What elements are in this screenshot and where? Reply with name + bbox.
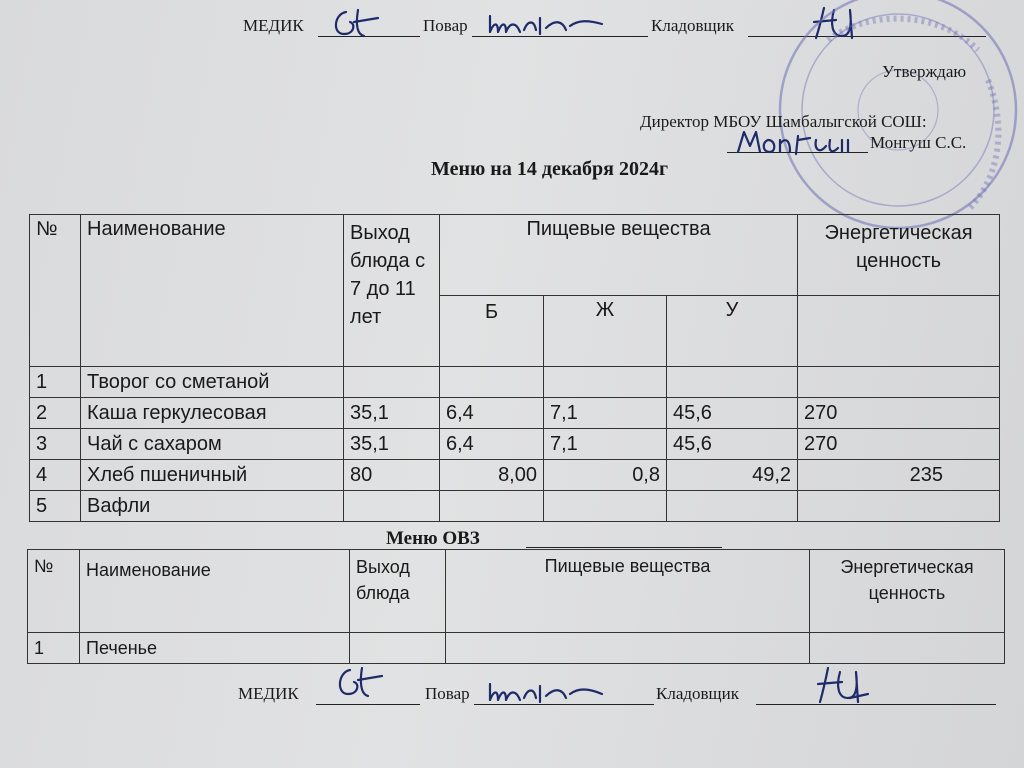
table-row bbox=[30, 460, 1000, 491]
row-zh: 7,1 bbox=[544, 429, 667, 460]
menu-title: Меню на 14 декабря 2024г bbox=[431, 158, 669, 180]
ovz-title: Меню ОВЗ bbox=[386, 528, 480, 549]
col-header-zh: Ж bbox=[544, 296, 667, 367]
row-u bbox=[667, 491, 798, 522]
ovz-table-header-row bbox=[28, 550, 1005, 633]
storekeeper-label-bottom: Кладовщик bbox=[656, 684, 739, 703]
row-nutrients bbox=[446, 633, 810, 664]
row-zh: 7,1 bbox=[544, 398, 667, 429]
cook-signature-bottom bbox=[484, 676, 614, 708]
ovz-col-header-yield: Выход блюда bbox=[350, 550, 446, 633]
row-b: 8,00 bbox=[440, 460, 544, 491]
row-energy bbox=[810, 633, 1005, 664]
row-b bbox=[440, 491, 544, 522]
medic-signature-top bbox=[326, 4, 386, 42]
row-yield: 80 bbox=[344, 460, 440, 491]
storekeeper-label-top: Кладовщик bbox=[651, 16, 734, 35]
row-num: 3 bbox=[30, 429, 81, 460]
medic-signature-bottom bbox=[330, 660, 390, 706]
row-num: 1 bbox=[28, 633, 80, 664]
col-header-b: Б bbox=[440, 296, 544, 367]
row-u: 49,2 bbox=[667, 460, 798, 491]
row-b: 6,4 bbox=[440, 398, 544, 429]
director-signature bbox=[734, 124, 864, 158]
row-u bbox=[667, 367, 798, 398]
row-num: 4 bbox=[30, 460, 81, 491]
cook-label-top: Повар bbox=[423, 16, 468, 35]
ovz-col-header-name: Наименование bbox=[80, 550, 350, 633]
ovz-col-header-nutrients: Пищевые вещества bbox=[446, 550, 810, 633]
row-yield bbox=[350, 633, 446, 664]
row-b: 6,4 bbox=[440, 429, 544, 460]
menu-table bbox=[29, 214, 1000, 522]
col-header-energy: Энергетическая ценность bbox=[798, 215, 1000, 296]
table-row bbox=[30, 398, 1000, 429]
row-zh bbox=[544, 491, 667, 522]
ovz-col-header-energy: Энергетическая ценность bbox=[810, 550, 1005, 633]
row-b bbox=[440, 367, 544, 398]
table-row bbox=[30, 367, 1000, 398]
ovz-col-header-num: № bbox=[28, 550, 80, 633]
director-name: Монгуш С.С. bbox=[870, 133, 967, 152]
medic-label-bottom: МЕДИК bbox=[238, 684, 299, 703]
col-header-name: Наименование bbox=[81, 215, 344, 367]
row-yield: 35,1 bbox=[344, 429, 440, 460]
row-num: 5 bbox=[30, 491, 81, 522]
row-energy bbox=[798, 367, 1000, 398]
col-header-energy-sub bbox=[798, 296, 1000, 367]
col-header-u: У bbox=[667, 296, 798, 367]
row-energy: 270 bbox=[798, 398, 1000, 429]
row-yield bbox=[344, 491, 440, 522]
row-name: Каша геркулесовая bbox=[81, 398, 344, 429]
row-name: Творог со сметаной bbox=[81, 367, 344, 398]
row-name: Хлеб пшеничный bbox=[81, 460, 344, 491]
row-num: 1 bbox=[30, 367, 81, 398]
table-row bbox=[28, 633, 1005, 664]
row-u: 45,6 bbox=[667, 398, 798, 429]
row-yield bbox=[344, 367, 440, 398]
director-label: Директор МБОУ Шамбалыгской СОШ: bbox=[640, 112, 927, 131]
row-u: 45,6 bbox=[667, 429, 798, 460]
row-name: Вафли bbox=[81, 491, 344, 522]
cook-signature-top bbox=[484, 8, 614, 40]
storekeeper-signature-bottom bbox=[810, 662, 876, 706]
row-zh: 0,8 bbox=[544, 460, 667, 491]
col-header-nutrients: Пищевые вещества bbox=[440, 215, 798, 296]
menu-table-header-row bbox=[30, 215, 1000, 296]
row-energy: 270 bbox=[798, 429, 1000, 460]
row-num: 2 bbox=[30, 398, 81, 429]
medic-label-top: МЕДИК bbox=[243, 16, 304, 35]
col-header-num: № bbox=[30, 215, 81, 367]
table-row bbox=[30, 429, 1000, 460]
row-zh bbox=[544, 367, 667, 398]
ovz-table bbox=[27, 549, 1005, 664]
approve-label: Утверждаю bbox=[882, 62, 967, 81]
row-name: Чай с сахаром bbox=[81, 429, 344, 460]
col-header-yield: Выход блюда с 7 до 11 лет bbox=[344, 215, 440, 367]
row-energy: 235 bbox=[798, 460, 1000, 491]
table-row bbox=[30, 491, 1000, 522]
storekeeper-sign-line-bottom bbox=[756, 704, 996, 705]
row-name: Печенье bbox=[80, 633, 350, 664]
row-yield: 35,1 bbox=[344, 398, 440, 429]
ovz-underline bbox=[526, 547, 722, 548]
row-energy bbox=[798, 491, 1000, 522]
cook-label-bottom: Повар bbox=[425, 684, 470, 703]
